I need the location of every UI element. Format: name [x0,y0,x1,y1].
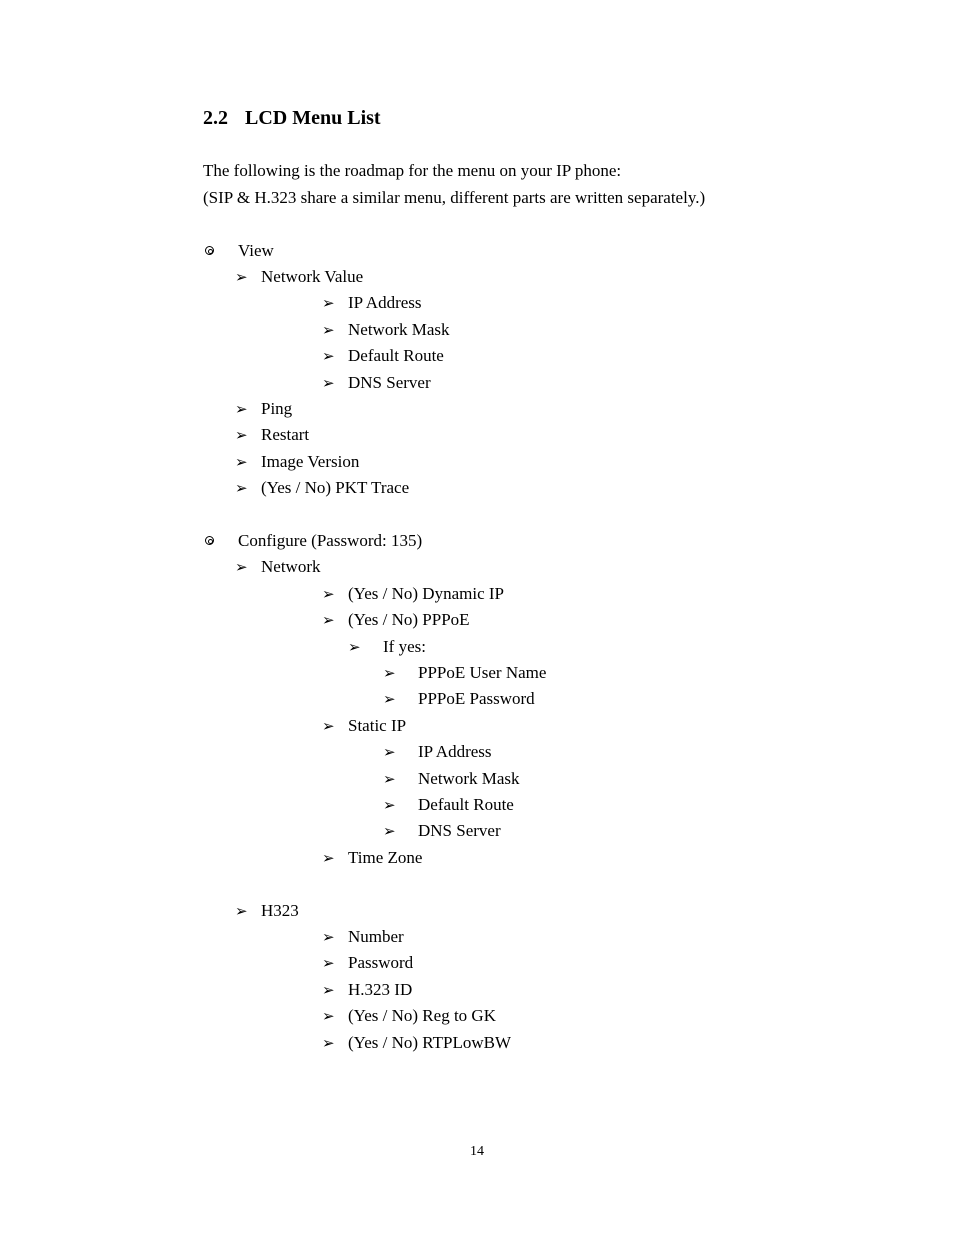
arrowhead-bullet-icon: ➢ [235,902,248,920]
menu-item: DNS Server [418,821,501,840]
arrowhead-bullet-icon: ➢ [322,928,335,946]
arrowhead-bullet-icon: ➢ [383,664,396,682]
menu-item: Number [348,927,404,946]
target-bullet-icon [205,246,214,255]
arrowhead-bullet-icon: ➢ [235,268,248,286]
arrowhead-bullet-icon: ➢ [383,822,396,840]
menu-item: IP Address [418,742,492,761]
arrowhead-bullet-icon: ➢ [383,770,396,788]
menu-item: IP Address [348,293,422,312]
menu-item: H.323 ID [348,980,413,999]
menu-item: Image Version [261,452,360,471]
arrowhead-bullet-icon: ➢ [322,981,335,999]
menu-item: Restart [261,425,310,444]
menu-item: Default Route [418,795,514,814]
arrowhead-bullet-icon: ➢ [322,717,335,735]
menu-item: Ping [261,399,293,418]
menu-network-value: Network Value [261,267,364,286]
menu-item: (Yes / No) PPPoE [348,610,470,629]
arrowhead-bullet-icon: ➢ [235,479,248,497]
arrowhead-bullet-icon: ➢ [322,954,335,972]
menu-item: DNS Server [348,373,431,392]
menu-item: (Yes / No) Reg to GK [348,1006,496,1025]
menu-h323: H323 [261,901,299,920]
arrowhead-bullet-icon: ➢ [322,321,335,339]
menu-item: (Yes / No) RTPLowBW [348,1033,512,1052]
menu-item: Static IP [348,716,407,735]
menu-view: View [238,241,274,260]
arrowhead-bullet-icon: ➢ [322,849,335,867]
arrowhead-bullet-icon: ➢ [235,400,248,418]
arrowhead-bullet-icon: ➢ [348,638,361,656]
arrowhead-bullet-icon: ➢ [383,690,396,708]
menu-item: (Yes / No) Dynamic IP [348,584,504,603]
arrowhead-bullet-icon: ➢ [322,1034,335,1052]
arrowhead-bullet-icon: ➢ [235,426,248,444]
intro-line-2: (SIP & H.323 share a similar menu, different parts are written separately.) [203,188,706,207]
section-number: 2.2 [203,107,228,129]
arrowhead-bullet-icon: ➢ [383,796,396,814]
arrowhead-bullet-icon: ➢ [322,585,335,603]
menu-item: Password [348,953,414,972]
menu-item: Default Route [348,346,444,365]
menu-item: Time Zone [348,848,423,867]
menu-item: PPPoE Password [418,689,535,708]
arrowhead-bullet-icon: ➢ [235,558,248,576]
arrowhead-bullet-icon: ➢ [235,453,248,471]
menu-item: Network Mask [348,320,450,339]
arrowhead-bullet-icon: ➢ [322,374,335,392]
section-title: LCD Menu List [245,107,381,129]
menu-item: Network Mask [418,769,520,788]
arrowhead-bullet-icon: ➢ [322,1007,335,1025]
arrowhead-bullet-icon: ➢ [322,347,335,365]
menu-item: (Yes / No) PKT Trace [261,478,410,497]
menu-item: PPPoE User Name [418,663,547,682]
menu-item: If yes: [383,637,426,656]
target-bullet-icon [205,536,214,545]
intro-line-1: The following is the roadmap for the menu on your IP phone: [203,161,622,180]
arrowhead-bullet-icon: ➢ [383,743,396,761]
menu-network: Network [261,557,321,576]
arrowhead-bullet-icon: ➢ [322,611,335,629]
arrowhead-bullet-icon: ➢ [322,294,335,312]
menu-configure: Configure (Password: 135) [238,531,423,550]
page-number: 14 [470,1144,484,1159]
section-heading [203,107,381,130]
